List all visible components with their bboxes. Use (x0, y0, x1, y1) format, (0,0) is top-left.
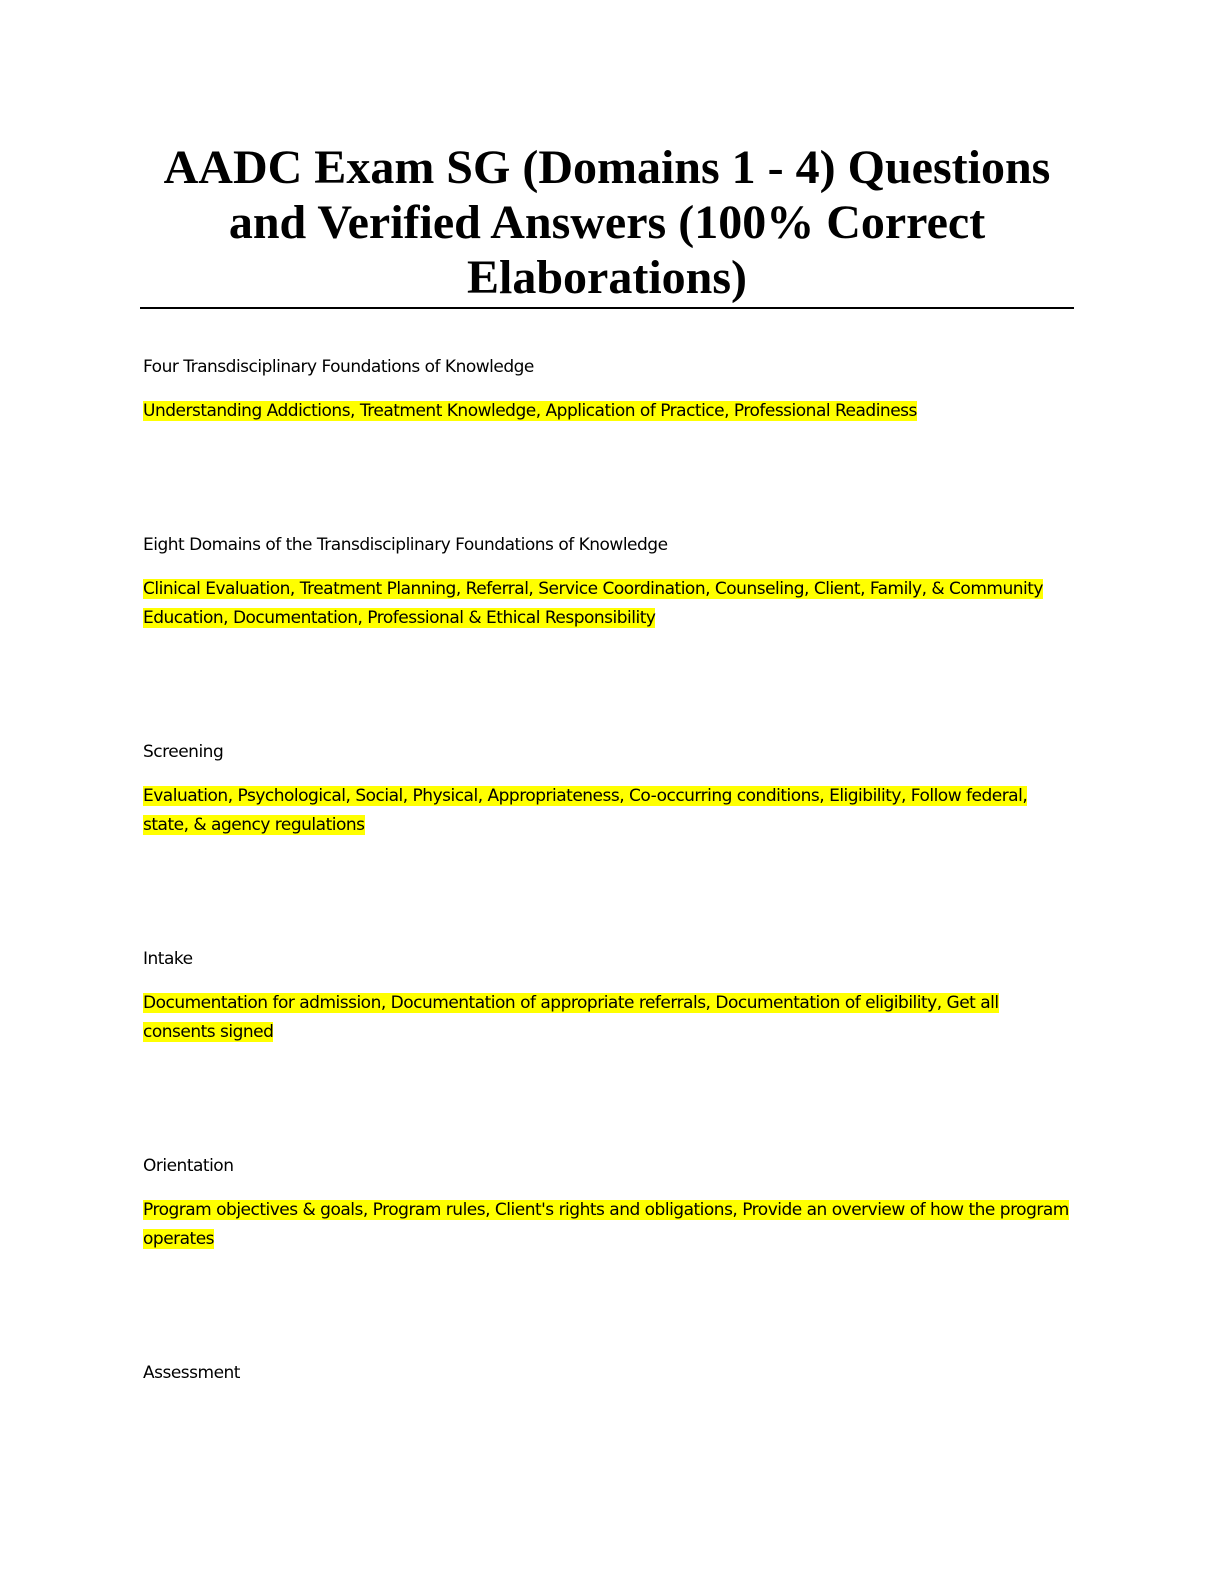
question-text: Orientation (143, 1156, 234, 1176)
question-text: Four Transdisciplinary Foundations of Knowledge (143, 357, 534, 377)
answer-text (143, 575, 1073, 633)
qa-item (143, 531, 1073, 633)
qa-item (143, 353, 1073, 426)
qa-item (143, 1359, 1073, 1388)
answer-text (143, 397, 1073, 426)
question-text: Assessment (143, 1363, 240, 1383)
question-text: Intake (143, 949, 193, 969)
answer-text (143, 989, 1073, 1047)
qa-item (143, 738, 1073, 840)
document-title: AADC Exam SG (Domains 1 - 4) Questions and Verified Answers (100% Correct Elaborations) (163, 141, 1051, 304)
title-underline (140, 307, 1074, 309)
answer-highlight: Clinical Evaluation, Treatment Planning, Referral, Service Coordination, Counseling, Client, Family, & Community Education, Documentation, Professional & Ethical Responsibility (143, 579, 1043, 628)
answer-highlight: Understanding Addictions, Treatment Knowledge, Application of Practice, Professional Readiness (143, 401, 917, 421)
qa-item (143, 945, 1073, 1047)
question-text: Eight Domains of the Transdisciplinary Foundations of Knowledge (143, 535, 668, 555)
question-text: Screening (143, 742, 224, 762)
answer-highlight: Program objectives & goals, Program rules, Client's rights and obligations, Provide an overview of how the program operates (143, 1200, 1069, 1249)
answer-highlight: Evaluation, Psychological, Social, Physical, Appropriateness, Co-occurring conditions, Eligibility, Follow federal, state, & agency regulations (143, 786, 1028, 835)
answer-highlight: Documentation for admission, Documentation of appropriate referrals, Documentation of eligibility, Get all consents signed (143, 993, 999, 1042)
answer-text (143, 1196, 1073, 1254)
qa-item (143, 1152, 1073, 1254)
answer-text (143, 782, 1073, 840)
